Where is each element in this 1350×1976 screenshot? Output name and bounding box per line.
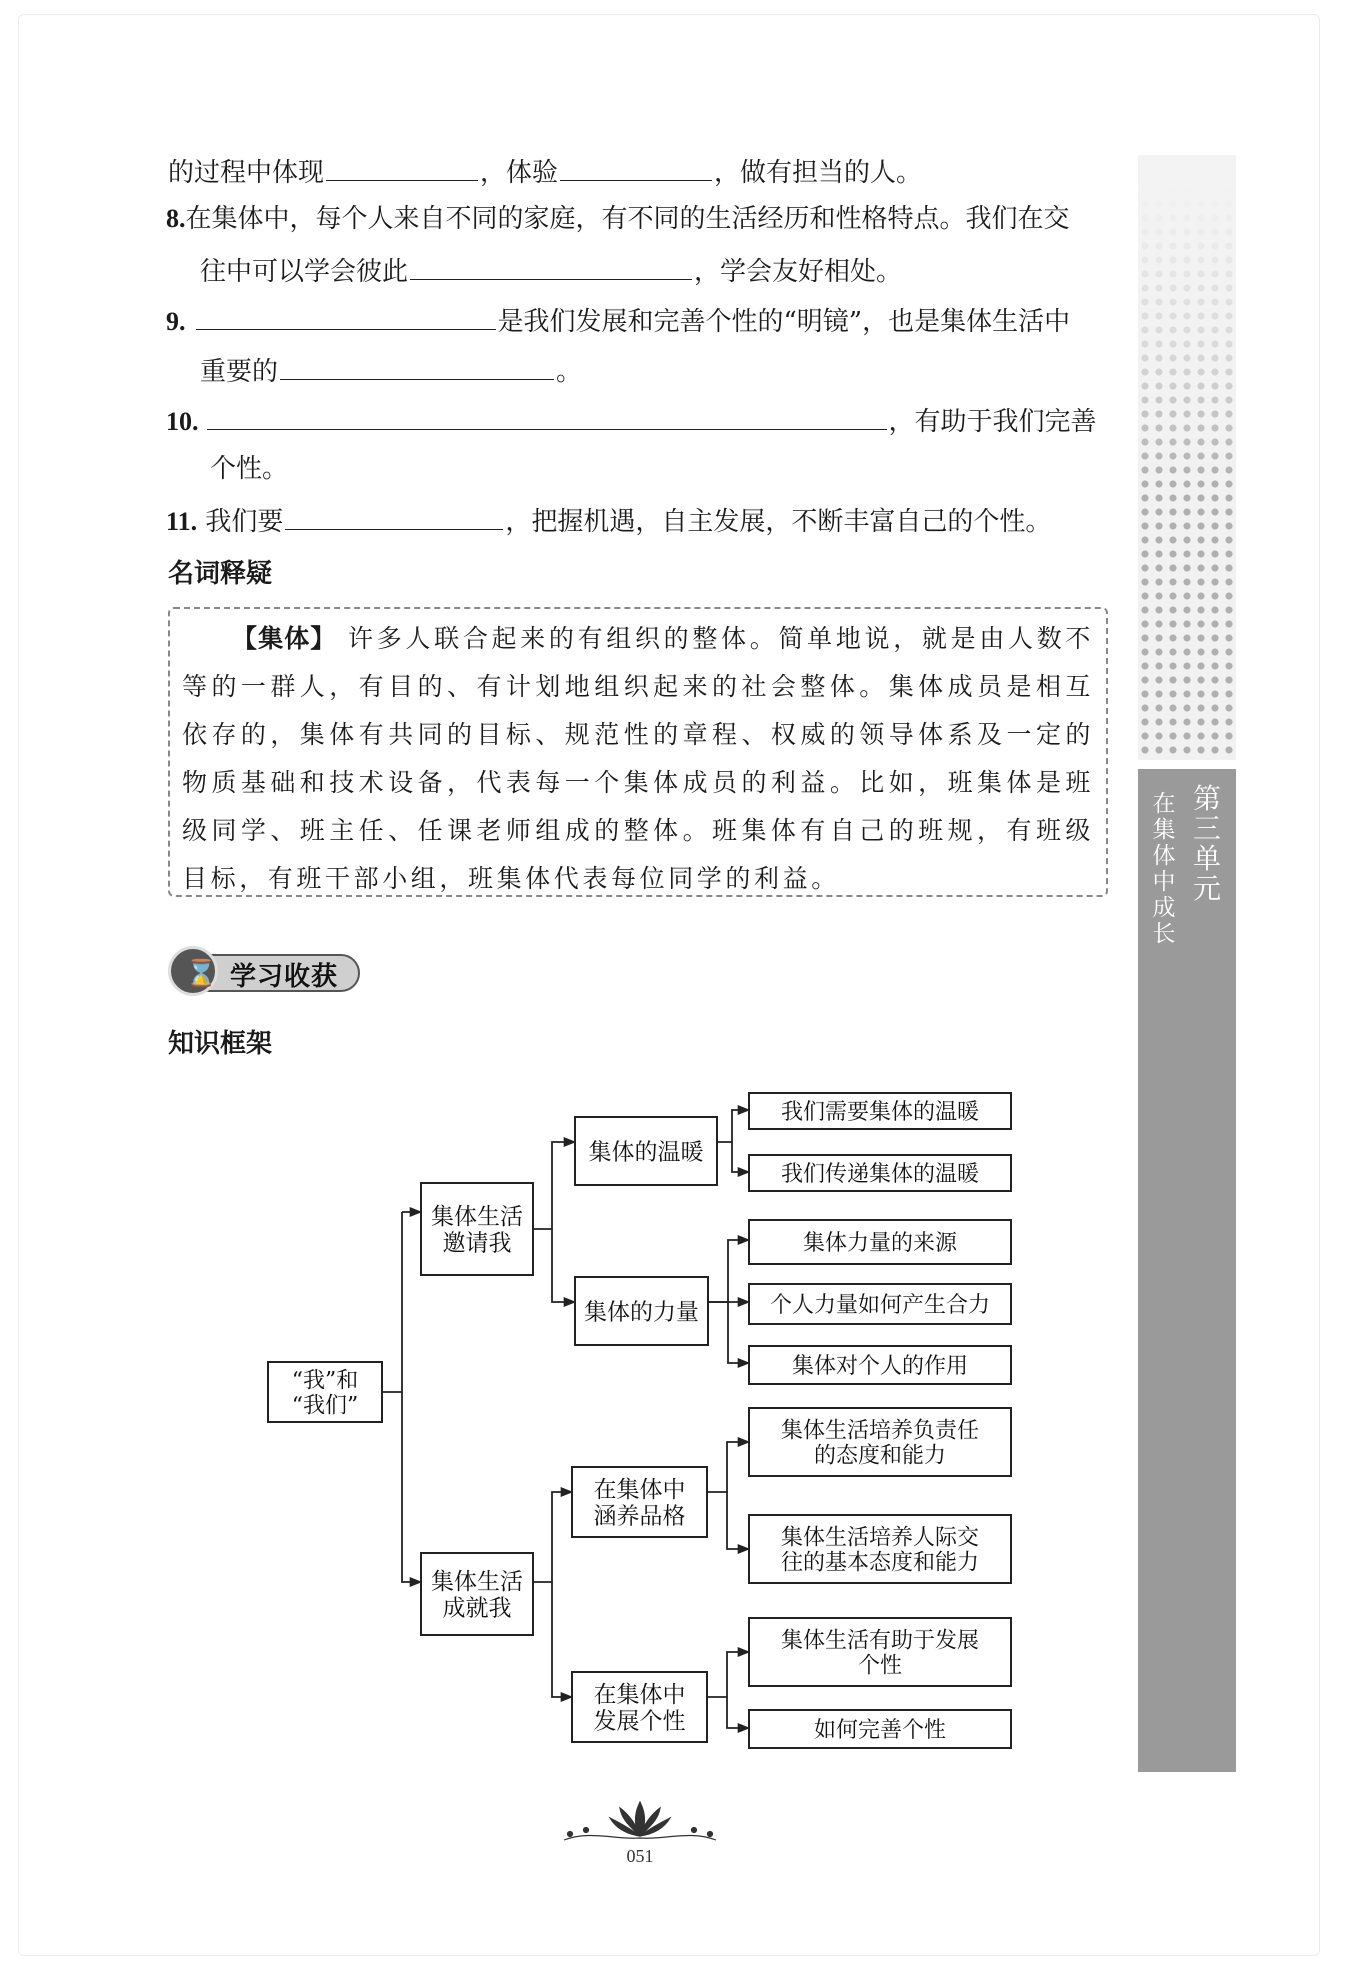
- q7-text-post: ，做有担当的人。: [714, 158, 923, 188]
- connector: [707, 1652, 749, 1697]
- side-dot-pattern: [1138, 155, 1236, 760]
- framework-level3-label: 集体生活培养负责任: [780, 1418, 980, 1444]
- unit-title-char: 中: [1152, 869, 1176, 895]
- connector: [708, 1240, 749, 1302]
- unit-number-char: 元: [1192, 872, 1221, 905]
- framework-level1-label: 集体生活: [431, 1204, 523, 1231]
- unit-title-char: 集: [1152, 817, 1176, 843]
- glossary-term: 【集体】: [232, 624, 337, 653]
- q8-number: 8.: [166, 204, 186, 233]
- side-unit-panel: [1138, 767, 1236, 1772]
- q10-text-cont: 个性。: [210, 454, 289, 484]
- framework-level1-label: 集体生活: [431, 1569, 523, 1596]
- connector: [402, 1392, 421, 1582]
- framework-root-label: “我”和: [291, 1368, 359, 1394]
- framework-level1-label: 邀请我: [442, 1230, 512, 1257]
- framework-level3-label: 集体生活培养人际交: [780, 1525, 980, 1551]
- connector: [728, 1302, 749, 1363]
- q8-text-post: ，学会友好相处。: [694, 257, 903, 287]
- unit-number-char: 单: [1192, 842, 1221, 875]
- q10-number: 10.: [166, 407, 199, 436]
- q9-text-pre: 重要的: [200, 357, 279, 387]
- connector: [727, 1697, 749, 1728]
- q9-text-post: 。: [556, 357, 583, 387]
- footer-ornament-icon: [560, 1800, 720, 1848]
- framework-root-label: “我们”: [291, 1393, 359, 1419]
- framework-level2-label: 涵养品格: [593, 1503, 686, 1530]
- q11-number: 11.: [166, 507, 198, 536]
- q7-text-mid: ，体验: [480, 158, 559, 188]
- framework-level2-label: 发展个性: [593, 1708, 686, 1735]
- framework-level1-label: 成就我: [442, 1595, 512, 1622]
- connector: [533, 1142, 575, 1229]
- q8-text-pre: 往中可以学会彼此: [200, 257, 409, 287]
- q9-number: 9.: [166, 307, 186, 336]
- framework-level2-label: 集体的力量: [584, 1299, 699, 1326]
- framework-level2-label: 在集体中: [593, 1477, 686, 1504]
- connector: [727, 1492, 749, 1549]
- framework-level3-label: 个性: [857, 1653, 903, 1679]
- unit-number-char: 三: [1192, 812, 1221, 845]
- framework-level3-label: 如何完善个性: [813, 1717, 947, 1743]
- connector: [382, 1212, 421, 1392]
- q10-text: ，有助于我们完善: [888, 407, 1097, 437]
- framework-level3-label: 集体对个人的作用: [791, 1353, 969, 1379]
- framework-level3-label: 我们传递集体的温暖: [780, 1161, 980, 1187]
- framework-level3-label: 个人力量如何产生合力: [769, 1292, 991, 1318]
- q8-text: 在集体中，每个人来自不同的家庭，有不同的生活经历和性格特点。我们在交: [185, 204, 1070, 234]
- unit-title-char: 成: [1152, 895, 1176, 921]
- connector: [533, 1492, 572, 1582]
- connector: [552, 1229, 575, 1302]
- framework-level3-label: 集体生活有助于发展: [780, 1628, 980, 1654]
- framework-level3-label: 往的基本态度和能力: [780, 1550, 980, 1576]
- connector: [717, 1110, 749, 1142]
- framework-level3-label: 我们需要集体的温暖: [780, 1099, 980, 1125]
- unit-title: [1146, 791, 1182, 947]
- unit-number: [1192, 784, 1222, 904]
- hourglass-icon: ⌛: [168, 946, 218, 996]
- connector: [552, 1582, 572, 1697]
- unit-title-char: 长: [1152, 921, 1176, 947]
- connector: [732, 1142, 749, 1172]
- framework-heading: 知识框架: [168, 1029, 273, 1059]
- framework-level2-label: 集体的温暖: [588, 1139, 704, 1166]
- framework-level3-label: 集体力量的来源: [802, 1230, 958, 1256]
- unit-number-char: 第: [1192, 782, 1221, 815]
- framework-level3-label: 的态度和能力: [813, 1443, 947, 1469]
- q9-text: 是我们发展和完善个性的“明镜”，也是集体生活中: [497, 307, 1071, 337]
- page-number: 051: [626, 1846, 654, 1866]
- glossary-definition: 许多人联合起来的有组织的整体。简单地说，就是由人数不等的一群人，有目的、有计划地组织起来的社会整体。集体成员是相互依存的，集体有共同的目标、规范性的章程、权威的领导体系及一定的物质基础和技术设备，代表每一个集体成员的利益。比如，班集体是班级同学、班主任、任课老师组成的整体。班集体有自己的班规，有班级目标，有班干部小组，班集体代表每位同学的利益。: [182, 624, 1095, 893]
- unit-side-tab: [1138, 155, 1236, 1770]
- section-title: 学习收获: [230, 962, 339, 992]
- connector: [707, 1442, 749, 1492]
- glossary-heading: 名词释疑: [168, 559, 273, 589]
- q11-text-post: ，把握机遇，自主发展，不断丰富自己的个性。: [505, 507, 1052, 537]
- framework-level2-label: 在集体中: [593, 1682, 686, 1709]
- q7-text-pre: 的过程中体现: [168, 158, 325, 188]
- unit-title-char: 在: [1152, 791, 1176, 817]
- q11-text-pre: 我们要: [205, 507, 284, 537]
- unit-title-char: 体: [1152, 843, 1176, 869]
